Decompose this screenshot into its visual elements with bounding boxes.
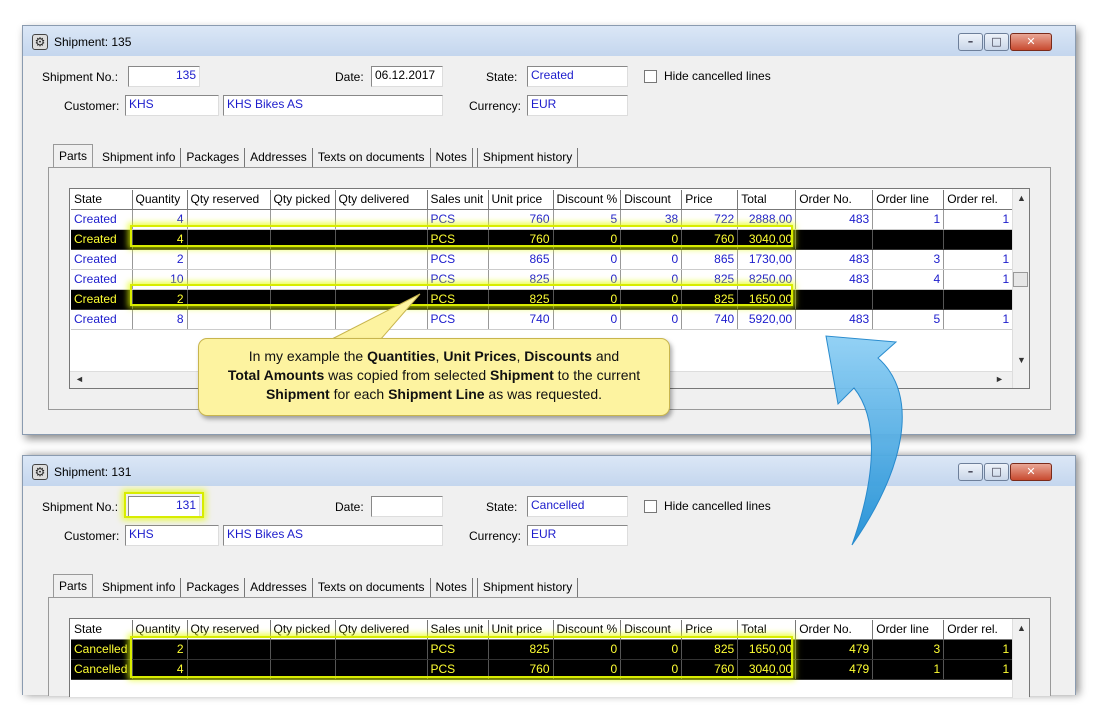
- header-row: [71, 190, 1013, 209]
- column-header[interactable]: Qty reserved: [187, 190, 270, 209]
- hide-cancelled-checkbox[interactable]: [644, 70, 657, 83]
- table-cell[interactable]: 2888,00: [738, 209, 796, 229]
- scroll-left-icon[interactable]: ◄: [75, 374, 84, 384]
- table-cell[interactable]: 4: [132, 229, 187, 249]
- tab-addresses[interactable]: Addresses: [245, 578, 313, 598]
- table-cell[interactable]: PCS: [427, 639, 488, 659]
- table-cell[interactable]: 0: [621, 229, 682, 249]
- table-cell[interactable]: 3040,00: [738, 659, 796, 679]
- table-cell[interactable]: 760: [488, 209, 553, 229]
- tab-packages[interactable]: Packages: [181, 148, 245, 168]
- table-cell[interactable]: 2: [132, 249, 187, 269]
- table-cell[interactable]: 0: [553, 639, 621, 659]
- callout-bold: Shipment Line: [388, 386, 485, 402]
- callout-text: was copied from selected: [324, 367, 490, 383]
- tab-strip: [53, 574, 578, 598]
- app-gear-icon: ⚙: [32, 34, 48, 50]
- table-cell[interactable]: 760: [682, 659, 738, 679]
- table-cell[interactable]: 760: [488, 659, 553, 679]
- tab-strip: [53, 144, 578, 168]
- column-header[interactable]: Discount %: [553, 620, 621, 639]
- column-header[interactable]: Qty reserved: [187, 620, 270, 639]
- parts-table: [71, 190, 1013, 330]
- table-cell[interactable]: 3: [873, 249, 944, 269]
- column-header[interactable]: Unit price: [488, 620, 553, 639]
- column-header[interactable]: Unit price: [488, 190, 553, 209]
- date-label: Date:: [335, 70, 364, 84]
- shipment-no-label: Shipment No.:: [42, 70, 119, 84]
- table-cell[interactable]: 1: [873, 209, 944, 229]
- table-cell[interactable]: Created: [71, 249, 132, 269]
- column-header[interactable]: Discount %: [553, 190, 621, 209]
- table-cell[interactable]: 760: [488, 229, 553, 249]
- table-cell[interactable]: 825: [488, 269, 553, 289]
- table-cell[interactable]: PCS: [427, 309, 488, 329]
- currency-field[interactable]: EUR: [527, 95, 628, 116]
- tab-shipment-info[interactable]: Shipment info: [97, 578, 181, 598]
- tab-addresses[interactable]: Addresses: [245, 148, 313, 168]
- table-cell[interactable]: 825: [682, 639, 738, 659]
- table-cell[interactable]: 1: [944, 209, 1013, 229]
- maximize-button[interactable]: □: [984, 463, 1009, 481]
- hide-cancelled-checkbox[interactable]: [644, 500, 657, 513]
- table-cell[interactable]: PCS: [427, 269, 488, 289]
- shipment-no-field[interactable]: 131: [128, 496, 200, 517]
- table-cell[interactable]: [944, 229, 1013, 249]
- scroll-down-icon[interactable]: ▼: [1017, 355, 1026, 365]
- column-header[interactable]: Quantity: [132, 190, 187, 209]
- table-cell[interactable]: [187, 249, 270, 269]
- callout-text: for each: [329, 386, 389, 402]
- table-cell[interactable]: 825: [488, 639, 553, 659]
- table-cell[interactable]: 10: [132, 269, 187, 289]
- table-cell[interactable]: 479: [796, 639, 873, 659]
- table-cell[interactable]: [270, 249, 335, 269]
- vertical-scrollbar[interactable]: [1012, 189, 1029, 388]
- table-cell[interactable]: 825: [682, 289, 738, 309]
- customer-name-field[interactable]: KHS Bikes AS: [223, 95, 443, 116]
- table-cell[interactable]: PCS: [427, 289, 488, 309]
- title-bar[interactable]: [23, 456, 1075, 486]
- table-cell[interactable]: 1730,00: [738, 249, 796, 269]
- table-cell[interactable]: 825: [682, 269, 738, 289]
- table-cell[interactable]: 3: [873, 639, 944, 659]
- column-header[interactable]: Total: [738, 190, 796, 209]
- table-cell[interactable]: 760: [682, 229, 738, 249]
- table-cell[interactable]: 4: [132, 209, 187, 229]
- table-cell[interactable]: 0: [621, 639, 682, 659]
- table-cell[interactable]: 0: [553, 269, 621, 289]
- table-cell[interactable]: 825: [488, 289, 553, 309]
- table-cell[interactable]: 0: [621, 659, 682, 679]
- table-cell[interactable]: Created: [71, 269, 132, 289]
- shipment-no-field[interactable]: 135: [128, 66, 200, 87]
- highlight-copied-row-2: [130, 284, 793, 306]
- customer-name-field[interactable]: KHS Bikes AS: [223, 525, 443, 546]
- callout-text: to the current: [553, 367, 641, 383]
- table-cell[interactable]: PCS: [427, 209, 488, 229]
- table-cell[interactable]: [270, 309, 335, 329]
- table-cell[interactable]: 0: [553, 309, 621, 329]
- column-header[interactable]: Order No.: [796, 620, 873, 639]
- column-header[interactable]: Order line: [873, 190, 944, 209]
- state-label: State:: [486, 70, 518, 84]
- callout-bold: Quantities: [367, 348, 436, 364]
- highlight-source-rows: [130, 636, 793, 678]
- column-header[interactable]: Order No.: [796, 190, 873, 209]
- column-header[interactable]: Qty delivered: [335, 190, 427, 209]
- table-cell[interactable]: 8: [132, 309, 187, 329]
- tab-notes[interactable]: Notes: [431, 578, 473, 598]
- table-cell[interactable]: 0: [621, 249, 682, 269]
- table-cell[interactable]: PCS: [427, 249, 488, 269]
- app-gear-icon: ⚙: [32, 464, 48, 480]
- window-title: Shipment: 135: [54, 35, 132, 49]
- table-cell[interactable]: 0: [553, 249, 621, 269]
- table-row[interactable]: [71, 249, 1013, 269]
- callout-text: ,: [435, 348, 444, 364]
- table-cell[interactable]: PCS: [427, 229, 488, 249]
- column-header[interactable]: Order rel.: [944, 620, 1013, 639]
- tab-shipment-info[interactable]: Shipment info: [97, 148, 181, 168]
- highlight-shipment-no: [124, 492, 204, 518]
- table-cell[interactable]: [873, 229, 944, 249]
- table-cell[interactable]: 38: [621, 209, 682, 229]
- shipment-no-label: Shipment No.:: [42, 500, 119, 514]
- callout-bold: Shipment: [265, 386, 330, 402]
- table-cell[interactable]: 0: [553, 289, 621, 309]
- column-header[interactable]: Quantity: [132, 620, 187, 639]
- date-field[interactable]: 06.12.2017: [371, 66, 443, 87]
- table-cell[interactable]: Created: [71, 309, 132, 329]
- column-header[interactable]: Order line: [873, 620, 944, 639]
- title-bar[interactable]: [23, 26, 1075, 56]
- column-header[interactable]: Sales unit: [427, 620, 488, 639]
- table-cell[interactable]: Cancelled: [71, 639, 132, 659]
- table-cell[interactable]: [335, 249, 427, 269]
- callout-text: as was requested.: [484, 386, 603, 402]
- table-cell[interactable]: 1: [944, 309, 1013, 329]
- callout-text: In my example the: [248, 348, 368, 364]
- table-cell[interactable]: 1650,00: [738, 639, 796, 659]
- table-cell[interactable]: 8250,00: [738, 269, 796, 289]
- column-header[interactable]: Discount: [621, 620, 682, 639]
- date-field[interactable]: [371, 496, 443, 517]
- table-cell[interactable]: 0: [553, 229, 621, 249]
- table-cell[interactable]: 479: [796, 659, 873, 679]
- column-header[interactable]: Qty picked: [270, 620, 335, 639]
- table-cell[interactable]: 1: [873, 659, 944, 679]
- table-cell[interactable]: Cancelled: [71, 659, 132, 679]
- table-cell[interactable]: 5: [553, 209, 621, 229]
- callout-note: [198, 338, 670, 416]
- maximize-button[interactable]: □: [984, 33, 1009, 51]
- table-cell[interactable]: 4: [132, 659, 187, 679]
- currency-field[interactable]: EUR: [527, 525, 628, 546]
- table-cell[interactable]: 722: [682, 209, 738, 229]
- table-cell[interactable]: 1: [944, 249, 1013, 269]
- table-cell[interactable]: 483: [796, 309, 873, 329]
- callout-bold: Unit Prices: [443, 348, 517, 364]
- scroll-up-icon[interactable]: ▲: [1017, 623, 1026, 633]
- close-button[interactable]: ✕: [1010, 463, 1052, 481]
- table-cell[interactable]: 483: [796, 269, 873, 289]
- column-header[interactable]: Order rel.: [944, 190, 1013, 209]
- table-cell[interactable]: 0: [621, 289, 682, 309]
- table-cell[interactable]: 3040,00: [738, 229, 796, 249]
- vertical-scrollbar[interactable]: [1012, 619, 1029, 698]
- table-cell[interactable]: Created: [71, 289, 132, 309]
- table-cell[interactable]: [873, 289, 944, 309]
- table-cell[interactable]: 865: [682, 249, 738, 269]
- table-cell[interactable]: 740: [682, 309, 738, 329]
- table-cell[interactable]: 4: [873, 269, 944, 289]
- customer-code-field[interactable]: KHS: [125, 95, 219, 116]
- callout-text: and: [591, 348, 620, 364]
- table-cell[interactable]: 865: [488, 249, 553, 269]
- column-header[interactable]: State: [71, 620, 132, 639]
- table-cell[interactable]: [944, 289, 1013, 309]
- callout-bold: Shipment: [490, 367, 554, 383]
- tab-shipment-history[interactable]: Shipment history: [477, 148, 578, 168]
- tab-packages[interactable]: Packages: [181, 578, 245, 598]
- table-cell[interactable]: 0: [621, 269, 682, 289]
- customer-label: Customer:: [64, 99, 120, 113]
- column-header[interactable]: Total: [738, 620, 796, 639]
- table-cell[interactable]: 5: [873, 309, 944, 329]
- scroll-up-icon[interactable]: ▲: [1017, 193, 1026, 203]
- table-cell[interactable]: Created: [71, 229, 132, 249]
- table-row[interactable]: [71, 309, 1013, 329]
- tab-texts-on-documents[interactable]: Texts on documents: [313, 148, 431, 168]
- table-cell[interactable]: 0: [553, 659, 621, 679]
- callout-bold: Total Amounts: [227, 367, 325, 383]
- table-cell[interactable]: 1: [944, 639, 1013, 659]
- tab-shipment-history[interactable]: Shipment history: [477, 578, 578, 598]
- callout-bold: Discounts: [524, 348, 592, 364]
- customer-code-field[interactable]: KHS: [125, 525, 219, 546]
- currency-label: Currency:: [469, 99, 522, 113]
- scroll-right-icon[interactable]: ►: [995, 374, 1004, 384]
- tab-parts[interactable]: Parts: [53, 574, 93, 598]
- state-field[interactable]: Cancelled: [527, 496, 628, 517]
- table-cell[interactable]: 1: [944, 659, 1013, 679]
- hide-cancelled-label: Hide cancelled lines: [664, 69, 771, 83]
- table-cell[interactable]: 5920,00: [738, 309, 796, 329]
- table-cell[interactable]: 483: [796, 209, 873, 229]
- table-cell[interactable]: Created: [71, 209, 132, 229]
- table-cell[interactable]: 1: [944, 269, 1013, 289]
- column-header[interactable]: Price: [682, 190, 738, 209]
- table-cell[interactable]: PCS: [427, 659, 488, 679]
- column-header[interactable]: Discount: [621, 190, 682, 209]
- state-field[interactable]: Created: [527, 66, 628, 87]
- column-header[interactable]: State: [71, 190, 132, 209]
- table-cell[interactable]: [796, 289, 873, 309]
- tab-texts-on-documents[interactable]: Texts on documents: [313, 578, 431, 598]
- column-header[interactable]: Qty picked: [270, 190, 335, 209]
- column-header[interactable]: Sales unit: [427, 190, 488, 209]
- column-header[interactable]: Price: [682, 620, 738, 639]
- table-cell[interactable]: [796, 229, 873, 249]
- table-cell[interactable]: 2: [132, 639, 187, 659]
- date-label: Date:: [335, 500, 364, 514]
- table-cell[interactable]: 0: [621, 309, 682, 329]
- tab-notes[interactable]: Notes: [431, 148, 473, 168]
- highlight-copied-row-1: [130, 225, 793, 247]
- column-header[interactable]: Qty delivered: [335, 620, 427, 639]
- hide-cancelled-label: Hide cancelled lines: [664, 499, 771, 513]
- table-cell[interactable]: [187, 309, 270, 329]
- table-cell[interactable]: [335, 309, 427, 329]
- state-label: State:: [486, 500, 518, 514]
- scroll-thumb[interactable]: [1013, 272, 1028, 287]
- currency-label: Currency:: [469, 529, 522, 543]
- tab-parts[interactable]: Parts: [53, 144, 93, 168]
- callout-text: ,: [516, 348, 525, 364]
- table-cell[interactable]: 1650,00: [738, 289, 796, 309]
- table-cell[interactable]: 740: [488, 309, 553, 329]
- table-cell[interactable]: 2: [132, 289, 187, 309]
- table-cell[interactable]: 483: [796, 249, 873, 269]
- window-title: Shipment: 131: [54, 465, 132, 479]
- minimize-button[interactable]: –: [958, 33, 983, 51]
- minimize-button[interactable]: –: [958, 463, 983, 481]
- close-button[interactable]: ✕: [1010, 33, 1052, 51]
- customer-label: Customer:: [64, 529, 120, 543]
